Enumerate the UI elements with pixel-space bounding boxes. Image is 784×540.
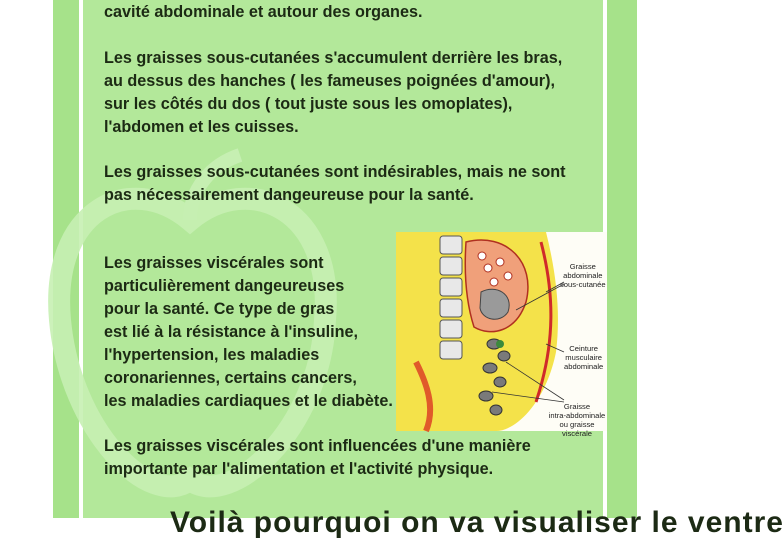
text-line: l'hypertension, les maladies bbox=[104, 346, 320, 364]
text-line: Les graisses sous-cutanées sont indésirables, mais ne sont bbox=[104, 163, 566, 181]
label-muscular-belt bbox=[564, 344, 603, 371]
label-visceral-fat bbox=[547, 402, 607, 438]
label-line: sous-cutanée bbox=[560, 280, 606, 289]
text-line: au dessus des hanches ( les fameuses poignées d'amour), bbox=[104, 72, 555, 90]
text-line: importante par l'alimentation et l'activité physique. bbox=[104, 460, 494, 478]
text-line: sur les côtés du dos ( tout juste sous les omoplates), bbox=[104, 95, 513, 113]
text-line: cavité abdominale et autour des organes. bbox=[104, 3, 423, 21]
text-line: coronariennes, certains cancers, bbox=[104, 369, 357, 387]
text-line: est lié à la résistance à l'insuline, bbox=[104, 323, 358, 341]
text-line: Les graisses viscérales sont bbox=[104, 254, 324, 272]
bottom-heading: Voilà pourquoi on va visualiser le ventre bbox=[170, 506, 784, 539]
label-line: abdominale bbox=[563, 271, 603, 280]
text-line: pour la santé. Ce type de gras bbox=[104, 300, 335, 318]
label-line: Graisse bbox=[569, 262, 596, 271]
text-line: l'abdomen et les cuisses. bbox=[104, 118, 299, 136]
label-line: musculaire bbox=[565, 353, 602, 362]
text-line: Les graisses sous-cutanées s'accumulent derrière les bras, bbox=[104, 49, 563, 67]
label-line: Graisse bbox=[563, 402, 591, 411]
label-line: abdominale bbox=[564, 362, 604, 371]
paragraph-abdominal-cavity bbox=[104, 1, 422, 24]
text-line: Les graisses viscérales sont influencées d'une manière bbox=[104, 437, 531, 455]
label-line: ou graisse viscérale bbox=[559, 420, 595, 438]
label-line: intra-abdominale bbox=[548, 411, 606, 420]
anatomy-illustration bbox=[396, 232, 607, 438]
label-subcutaneous-fat bbox=[560, 262, 606, 289]
text-line: particulièrement dangeureuses bbox=[104, 277, 345, 295]
paragraph-subcutaneous-location bbox=[104, 47, 562, 139]
text-line: pas nécessairement dangeureuse pour la santé. bbox=[104, 186, 474, 204]
text-line: les maladies cardiaques et le diabète. bbox=[104, 392, 393, 410]
label-line: Ceinture bbox=[569, 344, 598, 353]
paragraph-subcutaneous-health bbox=[104, 161, 566, 207]
paragraph-visceral-influence bbox=[104, 435, 531, 481]
paragraph-visceral-danger bbox=[104, 252, 393, 413]
